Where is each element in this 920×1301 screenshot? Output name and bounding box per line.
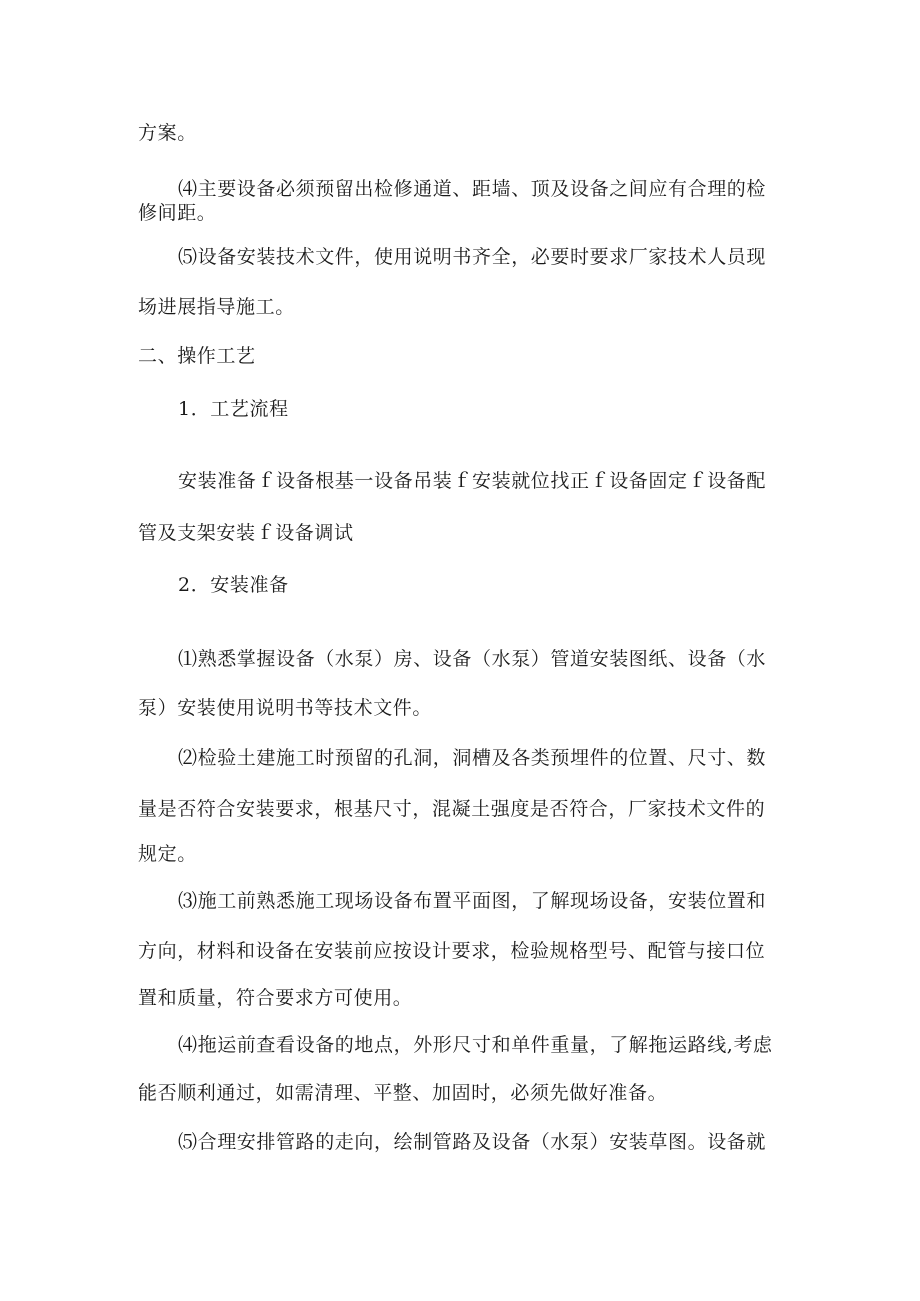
text-line: ⑴熟悉掌握设备（水泵）房、设备（水泵）管道安装图纸、设备（水 xyxy=(178,648,767,670)
text-line: ⑷主要设备必须预留出检修通道、距墙、顶及设备之间应有合理的检 xyxy=(178,178,767,200)
text-line: 管及支架安装ｆ设备调试 xyxy=(138,522,354,544)
text-line: ⑸合理安排管路的走向，绘制管路及设备（水泵）安装草图。设备就 xyxy=(178,1131,767,1153)
text-line: 置和质量，符合要求方可使用。 xyxy=(138,987,413,1009)
text-line: ⑶施工前熟悉施工现场设备布置平面图，了解现场设备，安装位置和 xyxy=(178,890,767,912)
text-line: 方向，材料和设备在安装前应按设计要求，检验规格型号、配管与接口位 xyxy=(138,940,766,962)
text-line: ⑷拖运前查看设备的地点，外形尺寸和单件重量，了解拖运路线,考虑 xyxy=(178,1034,773,1056)
subsection-heading: 2．安装准备 xyxy=(178,574,289,596)
text-line: 泵）安装使用说明书等技术文件。 xyxy=(138,697,433,719)
subsection-heading: 1．工艺流程 xyxy=(178,398,289,420)
text-line: 能否顺利通过，如需清理、平整、加固时，必须先做好准备。 xyxy=(138,1082,668,1104)
text-line: 场进展指导施工。 xyxy=(138,296,295,318)
text-line: 规定。 xyxy=(138,843,197,865)
text-line: ⑵检验土建施工时预留的孔洞，洞槽及各类预埋件的位置、尺寸、数 xyxy=(178,747,767,769)
text-line: 安装准备ｆ设备根基一设备吊装ｆ安装就位找正ｆ设备固定ｆ设备配 xyxy=(178,470,767,492)
section-heading: 二、操作工艺 xyxy=(138,345,256,367)
text-line: 量是否符合安装要求，根基尺寸，混凝土强度是否符合，厂家技术文件的 xyxy=(138,798,766,820)
text-line: 修间距。 xyxy=(138,202,217,224)
text-line: 方案。 xyxy=(138,122,197,144)
text-line: ⑸设备安装技术文件，使用说明书齐全，必要时要求厂家技术人员现 xyxy=(178,246,767,268)
